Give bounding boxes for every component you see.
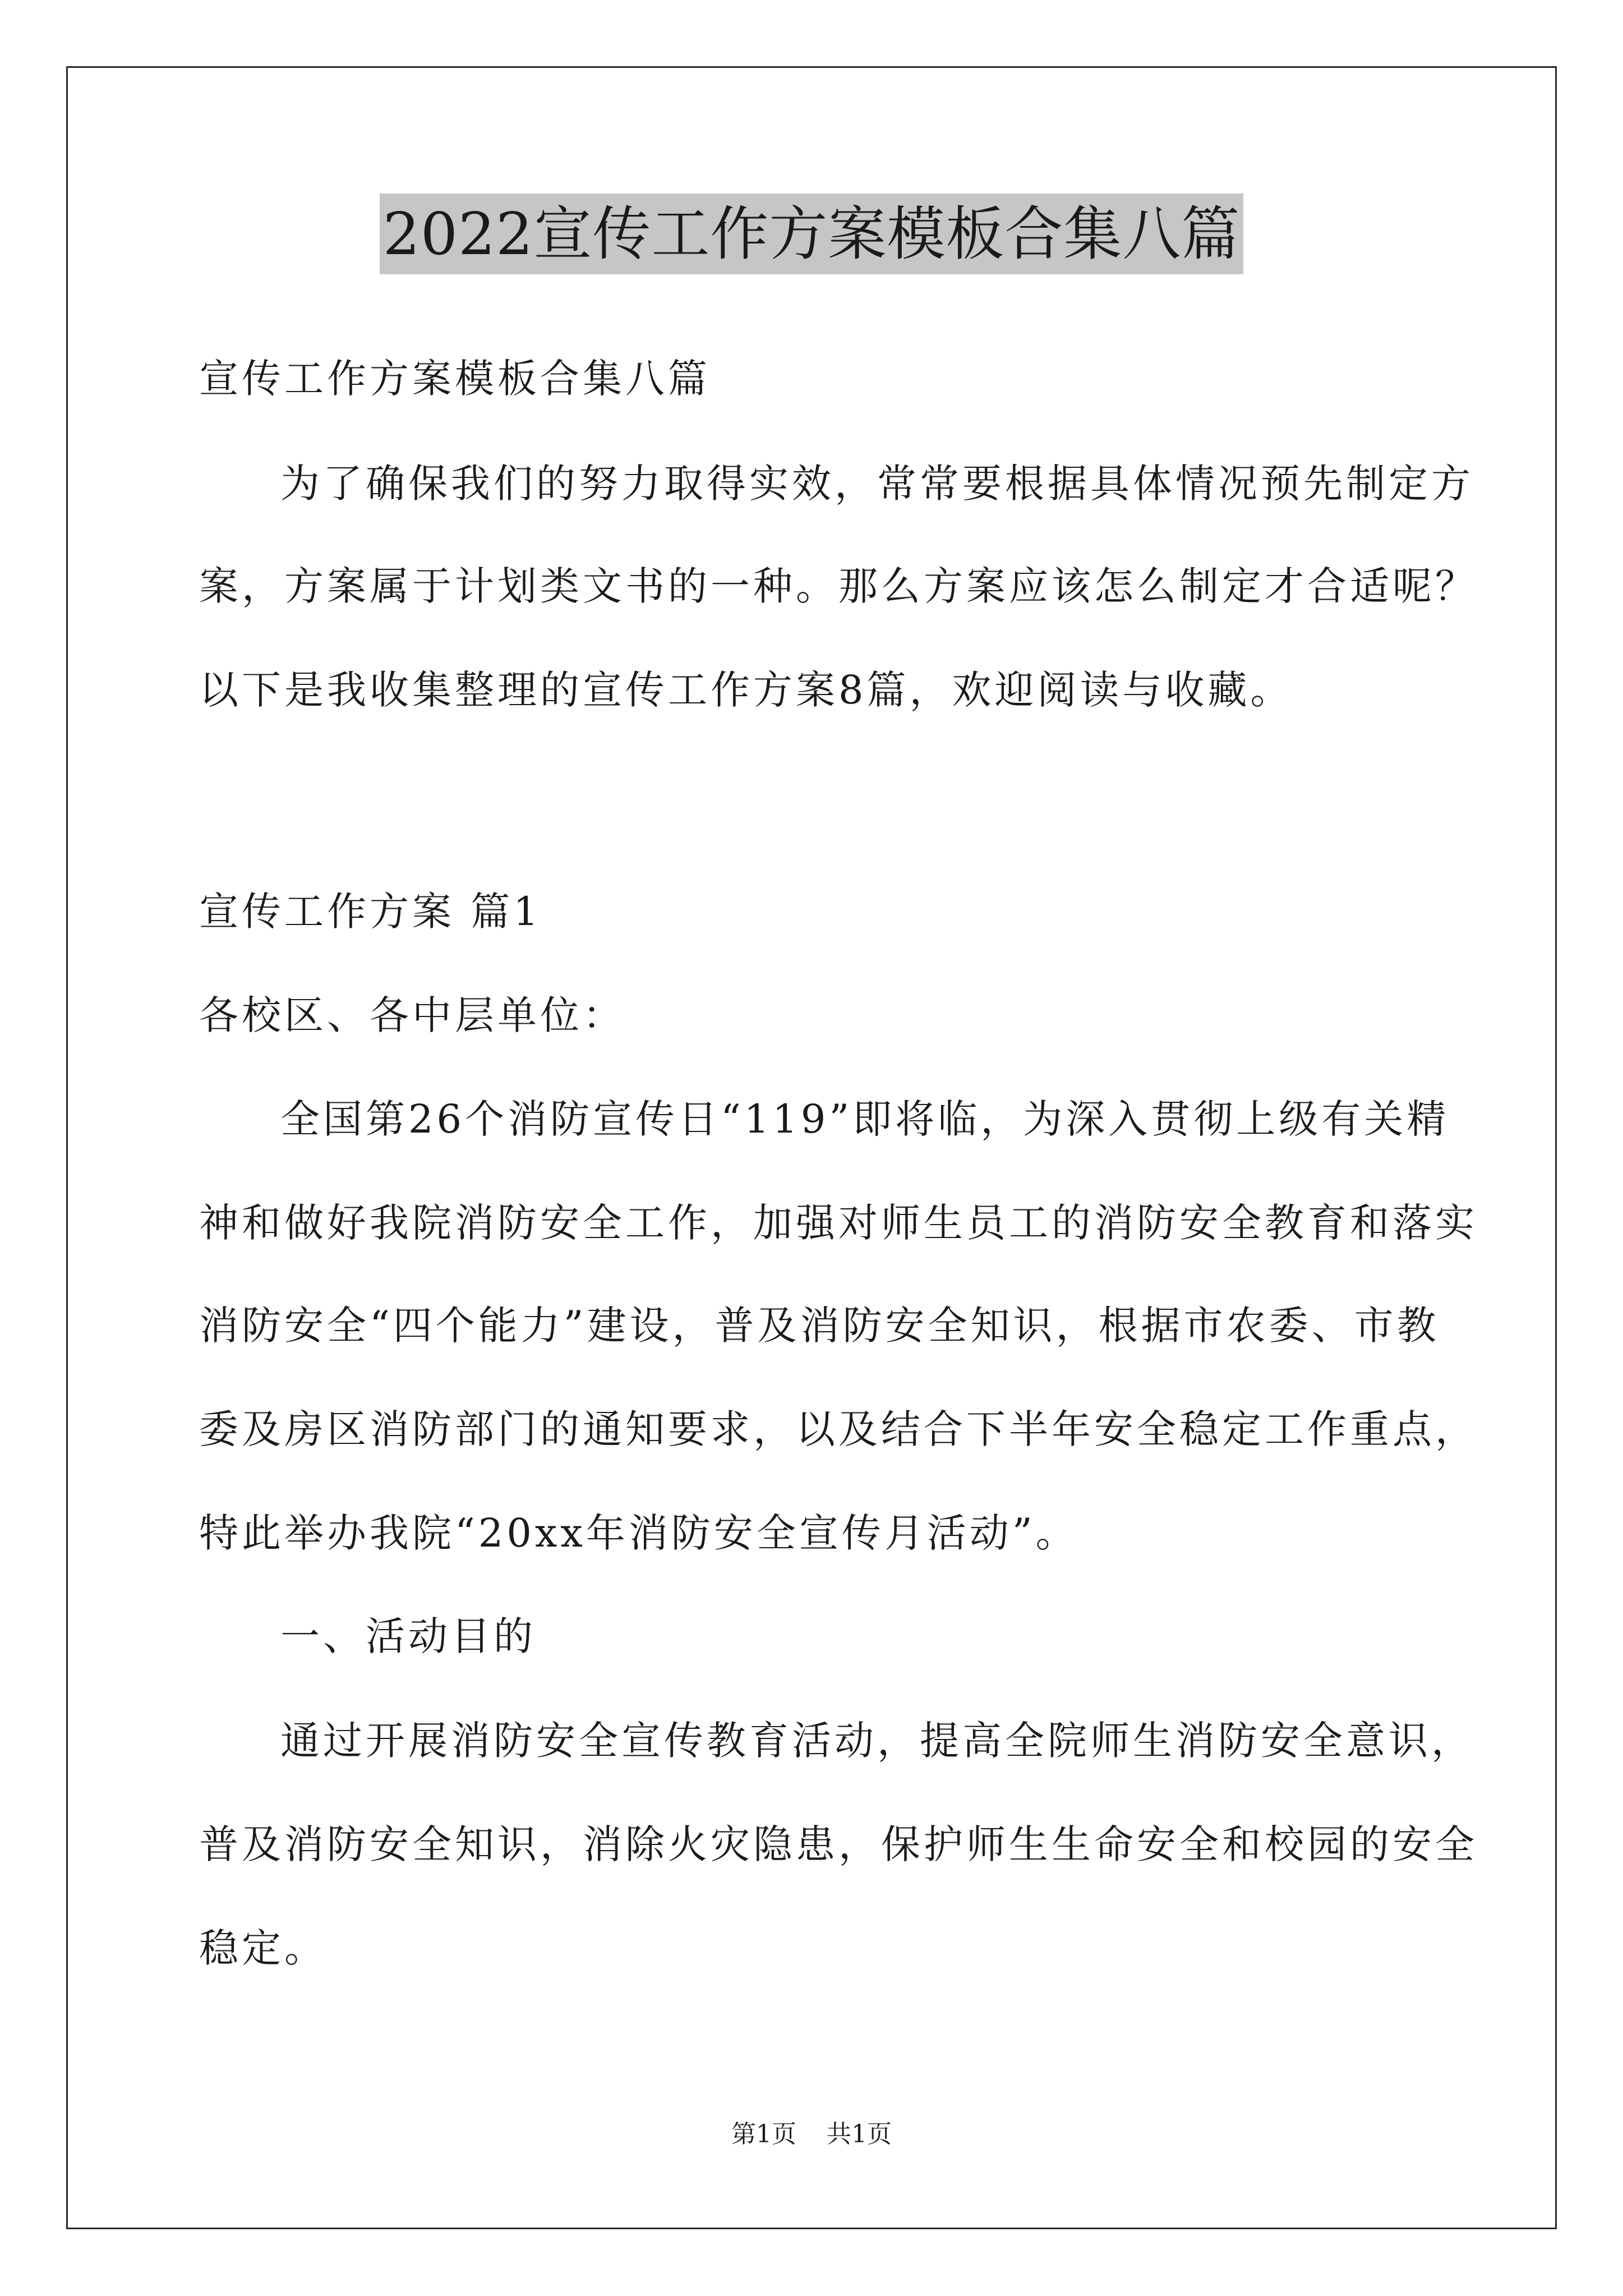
intro-line-2: 案，方案属于计划类文书的一种。那么方案应该怎么制定才合适呢？ [199,563,1478,609]
body-line-3: 消防安全“四个能力”建设，普及消防安全知识，根据市农委、市教 [199,1303,1440,1349]
intro-line-1: 为了确保我们的努力取得实效，常常要根据具体情况预先制定方 [280,461,1474,507]
subsection-heading: 一、活动目的 [280,1613,536,1659]
salutation-line: 各校区、各中层单位： [199,992,625,1038]
purpose-line-1: 通过开展消防安全宣传教育活动，提高全院师生消防安全意识， [280,1718,1474,1764]
body-line-5: 特此举办我院“20xx年消防安全宣传月活动”。 [199,1510,1078,1556]
subtitle-line: 宣传工作方案模板合集八篇 [199,356,711,402]
purpose-line-2: 普及消防安全知识，消除火灾隐患，保护师生生命安全和校园的安全 [199,1821,1478,1867]
page-number: 第1页 [731,2120,796,2148]
body-line-1: 全国第26个消防宣传日“119”即将临，为深入贯彻上级有关精 [280,1096,1450,1142]
purpose-line-3: 稳定。 [199,1925,327,1971]
title-block [0,194,1623,274]
body-line-4: 委及房区消防部门的通知要求，以及结合下半年安全稳定工作重点， [199,1406,1478,1452]
page-footer [0,2118,1623,2151]
document-title: 2022宣传工作方案模板合集八篇 [380,194,1244,274]
body-line-2: 神和做好我院消防安全工作，加强对师生员工的消防安全教育和落实 [199,1200,1478,1246]
section-heading: 宣传工作方案 篇1 [199,889,542,935]
page-total: 共1页 [827,2120,892,2148]
intro-line-3: 以下是我收集整理的宣传工作方案8篇，欢迎阅读与收藏。 [199,667,1293,713]
